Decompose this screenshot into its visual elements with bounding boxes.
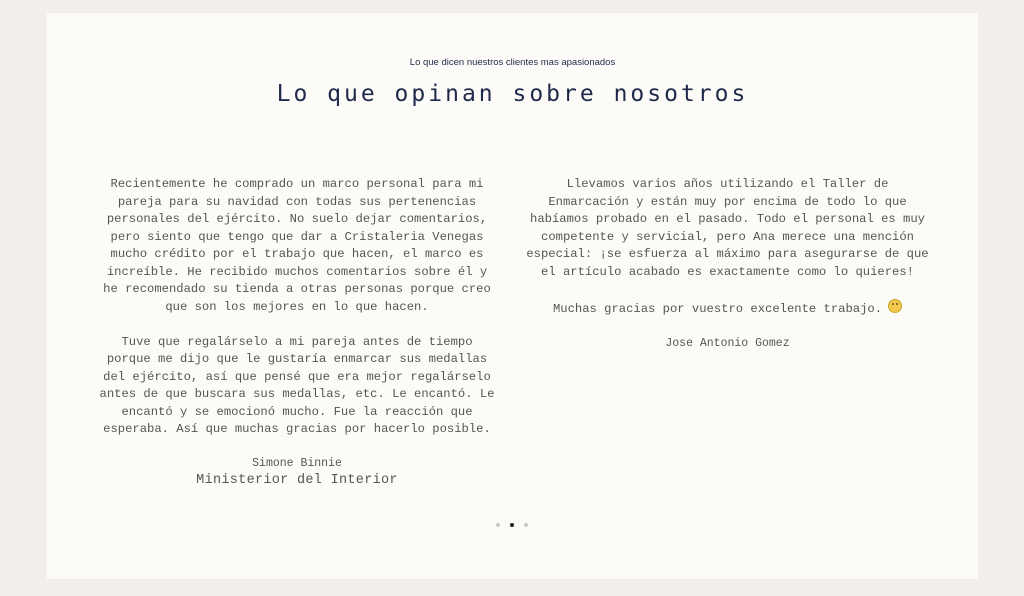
carousel-dot[interactable] bbox=[496, 523, 500, 527]
testimonial-card bbox=[99, 176, 495, 490]
carousel-pagination bbox=[496, 523, 528, 527]
testimonial-paragraph-with-emoji bbox=[524, 299, 931, 319]
testimonial-author-block bbox=[99, 456, 495, 490]
testimonial-author-name: Simone Binnie bbox=[252, 457, 342, 470]
testimonials-section bbox=[47, 13, 978, 579]
carousel-dot-active[interactable] bbox=[510, 523, 514, 527]
testimonial-author-name: Jose Antonio Gomez bbox=[665, 336, 790, 350]
testimonial-card bbox=[524, 176, 931, 352]
section-eyebrow: Lo que dicen nuestros clientes mas apasionados bbox=[409, 57, 616, 68]
testimonial-author-role: Ministerior del Interior bbox=[196, 473, 398, 488]
testimonial-paragraph: Recientemente he comprado un marco personal para mi pareja para su navidad con todas sus pertenencias personales del ejército. No suelo dejar comentarios, pero siento que tengo que dar a Cristaleria Venegas mucho crédito por el trabajo que hacen, el marco es increíble. He recibido muchos comentarios sobre él y he recomendado su tienda a otras personas porque creo que son los mejores en lo que hacen. bbox=[103, 177, 491, 314]
testimonial-paragraph: Llevamos varios años utilizando el Taller de Enmarcación y están muy por encima de todo lo que habíamos probado en el pasado. Todo el personal es muy competente y servicial, pero Ana merece una mención especial: ¡se esfuerza al máximo para asegurarse de que el artículo acabado es exactamente como lo quieres! bbox=[526, 177, 929, 279]
slightly-smiling-face-icon bbox=[888, 299, 902, 313]
testimonial-paragraph: Muchas gracias por vuestro excelente trabajo. bbox=[552, 301, 883, 316]
section-heading: Lo que opinan sobre nosotros bbox=[276, 81, 749, 107]
testimonial-paragraph: Tuve que regalárselo a mi pareja antes de tiempo porque me dijo que le gustaría enmarcar sus medallas del ejército, así que pensé que era mejor regalárselo antes de que buscara sus medallas, etc. Le encantó. Le encantó y se emocionó mucho. Fue la reacción que esperaba. Así que muchas gracias por hacerlo posible. bbox=[99, 334, 495, 436]
carousel-dot[interactable] bbox=[524, 523, 528, 527]
